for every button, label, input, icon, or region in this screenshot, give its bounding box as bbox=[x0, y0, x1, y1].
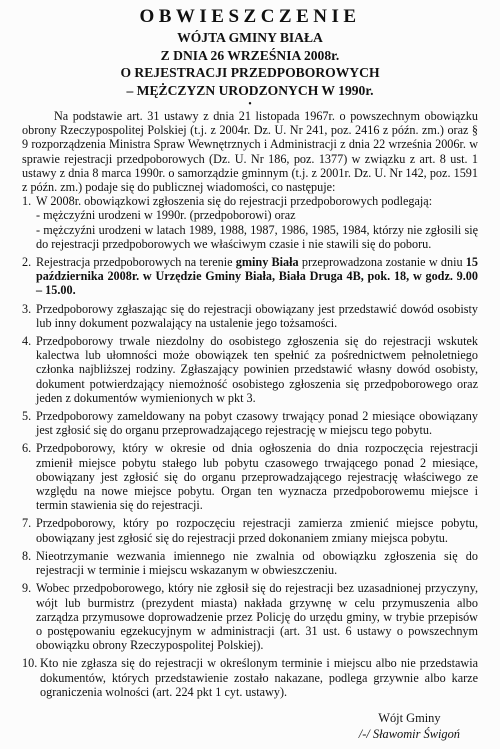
list-item bbox=[22, 441, 478, 512]
item-text: W 2008r. obowiązkowi zgłoszenia się do rejestracji przedpoborowych podlegają: bbox=[36, 194, 433, 209]
item-number: 7. bbox=[22, 516, 32, 531]
item-number: 9. bbox=[22, 581, 32, 596]
list-item bbox=[22, 255, 478, 298]
item-text: Nieotrzymanie wezwania imiennego nie zwalnia od obowiązku zgłoszenia się do rejestracji w terminie i miejscu wskazanym w obwieszczeniu. bbox=[36, 548, 478, 578]
subject-line-2: – MĘŻCZYZN URODZONYCH W 1990r. bbox=[126, 82, 374, 98]
item-number: 2. bbox=[22, 255, 32, 270]
list-item bbox=[22, 409, 478, 437]
subject-line: O REJESTRACJI PRZEDPOBOROWYCH bbox=[120, 65, 380, 80]
item-sub-point: - mężczyźni urodzeni w latach 1989, 1988, 1987, 1986, 1985, 1984, którzy nie zgłosili się do rejestracji przedpoborowych we właściwym czasie i nie stawili się do poboru. bbox=[36, 222, 478, 251]
item-text: Przedpoborowy zameldowany na pobyt czasowy trwający ponad 2 miesiące obowiązany jest zgłosić się do organu przeprowadzającego rejestrację w miejscu tego pobytu. bbox=[36, 409, 478, 438]
notice-title: OBWIESZCZENIE bbox=[139, 6, 361, 27]
item-text: Przedpoborowy, który w okresie od dnia ogłoszenia do dnia rozpoczęcia rejestracji zmienił miejsce pobytu stałego lub pobytu czasowego trwającego ponad 2 miesiące, obowiązany jest zgłosić się do organu przeprowadzającego rejestrację właściwego ze względu na nowe miejsce pobytu. Organ ten wyznacza przedpoborowemu miejsce i termin stawienia się do rejestracji. bbox=[36, 441, 478, 513]
item-sub-point: - mężczyźni urodzeni w 1990r. (przedpoborowi) oraz bbox=[36, 208, 296, 223]
separator-dot: • bbox=[248, 99, 252, 110]
list-item bbox=[22, 656, 478, 699]
item-text: Rejestracja przedpoborowych na terenie bbox=[36, 255, 236, 270]
item-number: 8. bbox=[22, 548, 32, 563]
issuer-line: WÓJTA GMINY BIAŁA bbox=[177, 30, 323, 45]
list-item bbox=[22, 581, 478, 652]
date-line: Z DNIA 26 WRZEŚNIA 2008r. bbox=[160, 47, 340, 63]
notice-heading bbox=[22, 6, 478, 99]
signer-name: /-/ Sławomir Świgoń bbox=[358, 727, 460, 741]
item-text: Przedpoborowy, który po rozpoczęciu rejestracji zamierza zmienić miejsce pobytu, obowiązany jest zgłosić się do rejestracji przed dokonaniem zmiany miejsca pobytu. bbox=[36, 516, 478, 545]
item-bold-text: 15 października 2008r. w Urzędzie Gminy Biała, Biała Druga 4B, pok. 18, w godz. 9.00 – 15.00. bbox=[36, 255, 478, 298]
notice-items-list bbox=[22, 194, 478, 699]
item-text: Wobec przedpoborowego, który nie zgłosił się do rejestracji bez uzasadnionej przyczyny, wójt lub burmistrz (prezydent miasta) nakłada grzywnę w celu przymuszenia albo zarządza przymusowe doprowadzenie przez Policję do urzędu gminy, w trybie przepisów o postępowaniu egzekucyjnym w administracji (art. 31 ust. 6 ustawy o powszechnym obowiązku obrony Rzeczypospolitej Polskiej). bbox=[36, 581, 478, 653]
item-text: Przedpoborowy zgłaszając się do rejestracji obowiązany jest przedstawić dowód osobisty lub inny dokument pozwalający na ustalenie jego tożsamości. bbox=[36, 301, 478, 330]
item-number: 4. bbox=[22, 334, 32, 349]
list-item bbox=[22, 516, 478, 544]
item-number: 5. bbox=[22, 409, 32, 424]
signer-role: Wójt Gminy bbox=[378, 711, 441, 725]
item-number: 10. bbox=[22, 656, 38, 671]
signature-block bbox=[359, 710, 460, 742]
list-item bbox=[22, 334, 478, 405]
list-item bbox=[22, 194, 478, 251]
item-bold-text: gminy Biała bbox=[235, 255, 299, 270]
item-text: przeprowadzona zostanie w dniu bbox=[298, 255, 466, 270]
item-number: 1. bbox=[22, 194, 32, 209]
item-text: Przedpoborowy trwale niezdolny do osobistego zgłoszenia się do rejestracji wskutek kalectwa lub ułomności może obowiązek ten spełnić za pośrednictwem pełnoletniego członka najbliższej rodziny. Zgłaszający powinien przedstawić własny dowód osobisty, dokument potwierdzający niemożność osobistego zgłoszenia się przedpoborowego oraz jeden z dokumentów wymienionych w pkt 3. bbox=[36, 334, 478, 405]
item-text: Kto nie zgłasza się do rejestracji w określonym terminie i miejscu albo nie przedstawia dokumentów, których przedstawienie zostało nakazane, podlega grzywnie albo karze ograniczenia wolności (art. 224 pkt 1 cyt. ustawy). bbox=[40, 656, 478, 699]
item-number: 6. bbox=[22, 441, 32, 456]
list-item bbox=[22, 302, 478, 330]
intro-paragraph: Na podstawie art. 31 ustawy z dnia 21 listopada 1967r. o powszechnym obowiązku obrony Rzeczypospolitej Polskiej (t.j. z 2004r. Dz. U. Nr 241, poz. 2416 z późn. zm.) oraz § 9 rozporządzenia Ministra Spraw Wewnętrznych i Administracji z dnia 22 września 2006r. w sprawie rejestracji przedpoborowych (Dz. U. Nr 186, poz. 1377) w związku z art. 8 ust. 1 ustawy z dnia 8 marca 1990r. o samorządzie gminnym (t.j. z 2001r. Dz. U. Nr 142, poz. 1591 z późn. zm.) podaje się do publicznej wiadomości, co następuje: bbox=[22, 109, 478, 195]
item-number: 3. bbox=[22, 301, 32, 316]
list-item bbox=[22, 549, 478, 577]
